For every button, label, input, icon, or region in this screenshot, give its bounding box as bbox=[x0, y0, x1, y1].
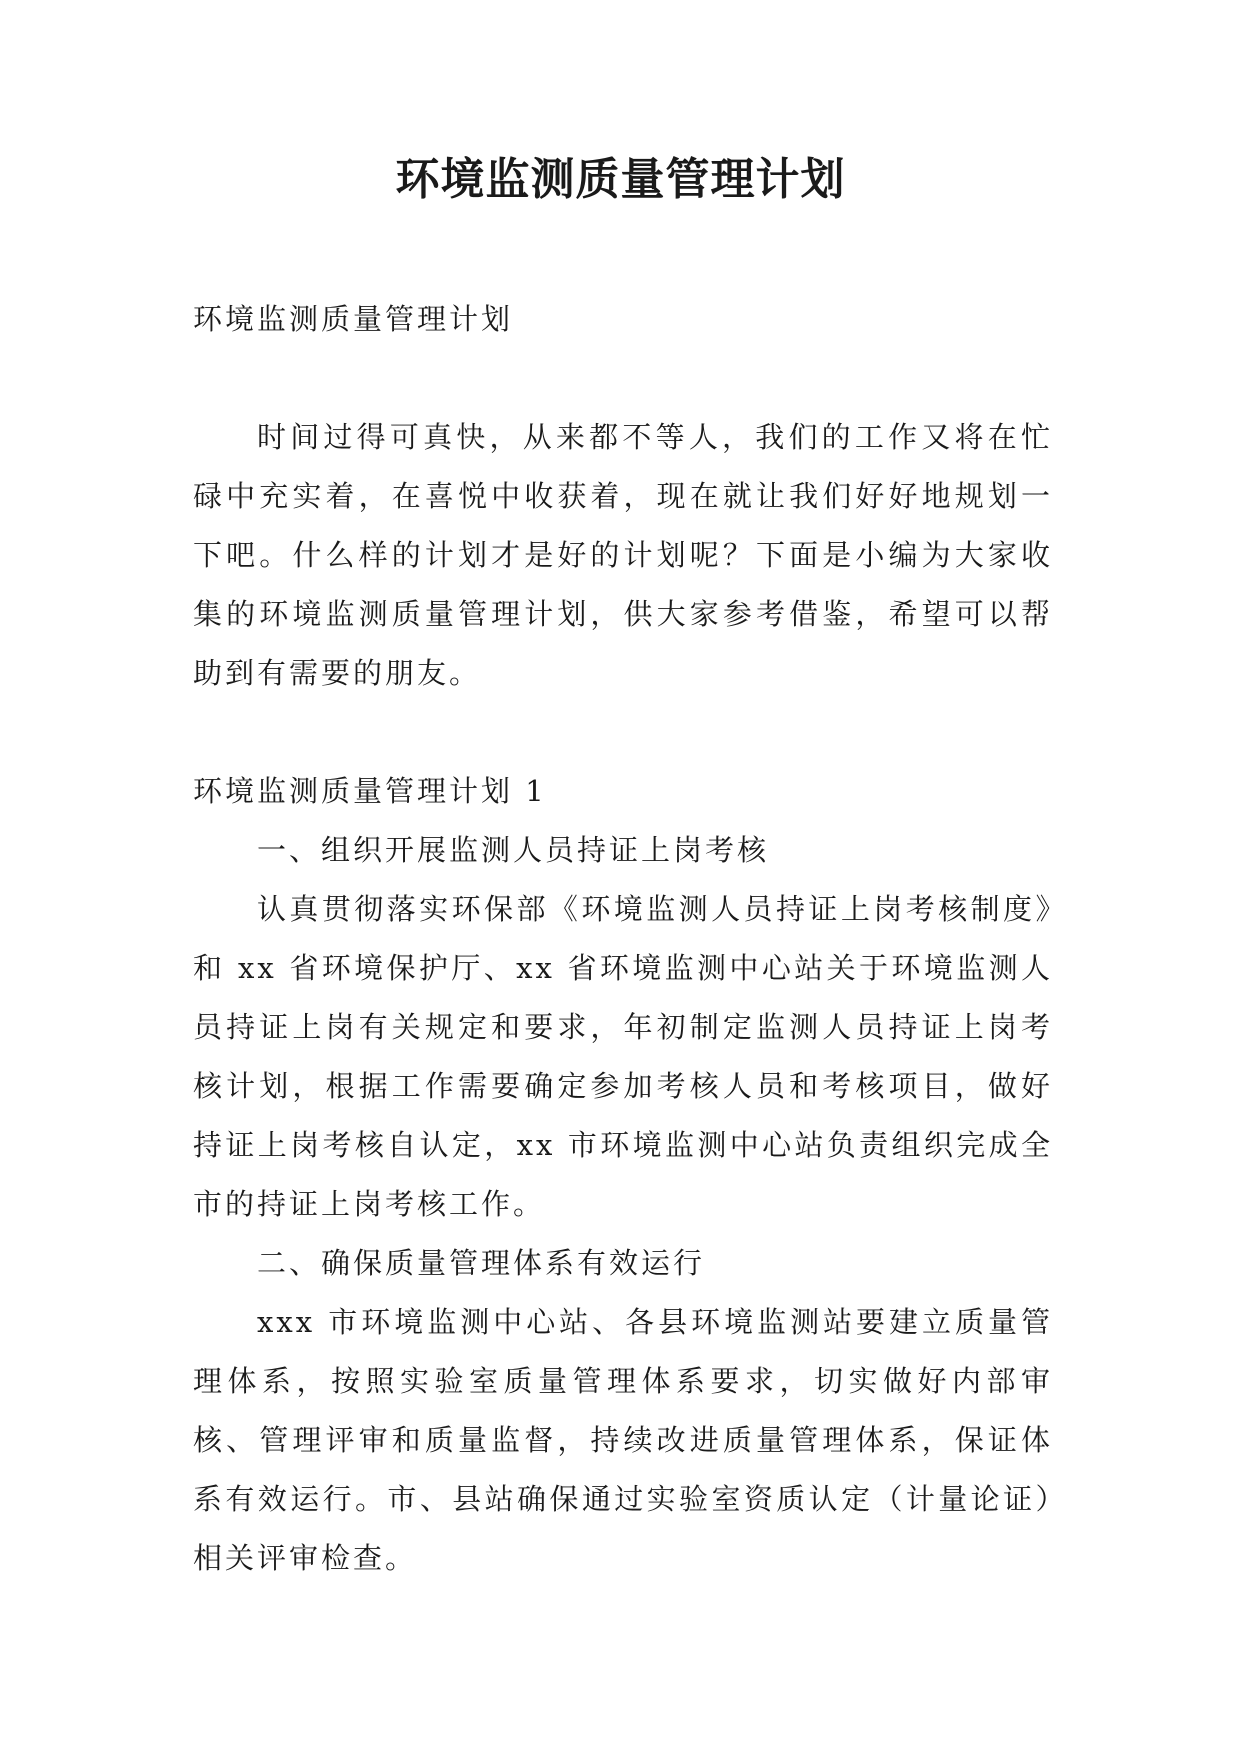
section-title: 环境监测质量管理计划 1 bbox=[193, 774, 547, 808]
subtitle: 环境监测质量管理计划 bbox=[193, 302, 514, 336]
document-body bbox=[193, 290, 1053, 1588]
heading-1: 一、组织开展监测人员持证上岗考核 bbox=[257, 833, 770, 867]
document-title: 环境监测质量管理计划 bbox=[395, 154, 846, 205]
paragraph-1: 认真贯彻落实环保部《环境监测人员持证上岗考核制度》和 xx 省环境保护厅、xx 省环境监测中心站关于环境监测人员持证上岗有关规定和要求，年初制定监测人员持证上岗考核计划，根据工作需要确定参加考核人员和考核项目，做好持证上岗考核自认定，xx 市环境监测中心站负责组织完成全市的持证上岗考核工作。 bbox=[193, 892, 1053, 1221]
heading-2: 二、确保质量管理体系有效运行 bbox=[257, 1246, 706, 1280]
intro-paragraph: 时间过得可真快，从来都不等人，我们的工作又将在忙碌中充实着，在喜悦中收获着，现在就让我们好好地规划一下吧。什么样的计划才是好的计划呢？下面是小编为大家收集的环境监测质量管理计划，供大家参考借鉴，希望可以帮助到有需要的朋友。 bbox=[193, 420, 1053, 690]
paragraph-2: xxx 市环境监测中心站、各县环境监测站要建立质量管理体系，按照实验室质量管理体系要求，切实做好内部审核、管理评审和质量监督，持续改进质量管理体系，保证体系有效运行。市、县站确保通过实验室资质认定（计量论证）相关评审检查。 bbox=[193, 1305, 1053, 1575]
